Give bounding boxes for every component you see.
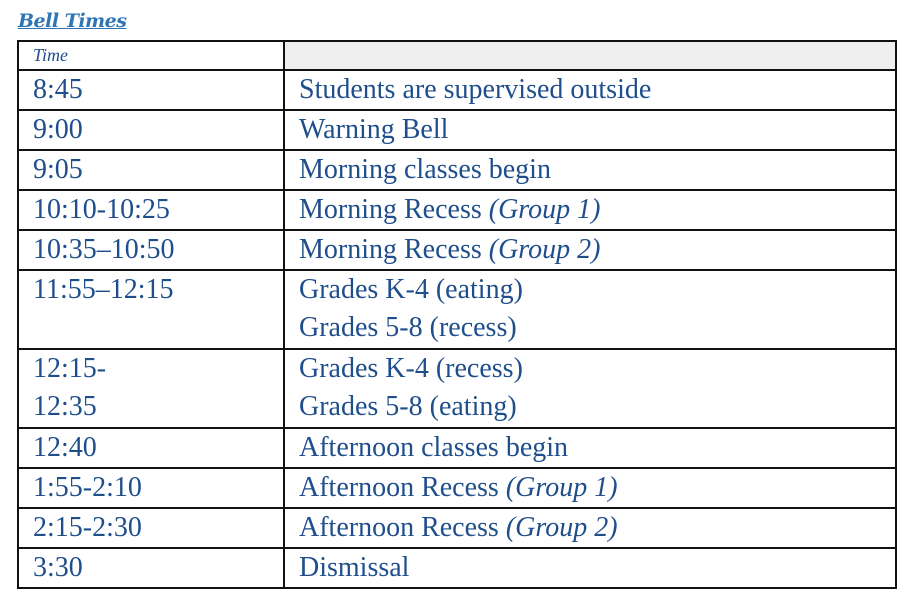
time-cell	[18, 190, 284, 230]
event-cell	[284, 468, 896, 508]
time-text: 9:00	[33, 114, 83, 145]
event-cell	[284, 230, 896, 270]
event-cell	[284, 349, 896, 428]
event-line	[299, 350, 881, 388]
event-text: Morning classes begin	[299, 154, 551, 185]
table-row	[18, 548, 896, 588]
event-text: Afternoon Recess	[299, 472, 506, 503]
event-cell	[284, 548, 896, 588]
event-text: Morning Recess	[299, 194, 489, 225]
table-row	[18, 110, 896, 150]
time-cell	[18, 110, 284, 150]
event-cell	[284, 508, 896, 548]
event-text: Students are supervised outside	[299, 74, 652, 105]
event-line	[299, 111, 881, 149]
event-line	[299, 71, 881, 109]
event-cell	[284, 270, 896, 349]
event-line	[299, 191, 881, 229]
table-row	[18, 468, 896, 508]
event-line	[299, 429, 881, 467]
time-cell	[18, 230, 284, 270]
time-cell	[18, 468, 284, 508]
time-text: 8:45	[33, 74, 83, 105]
time-cell	[18, 548, 284, 588]
event-text: Afternoon Recess	[299, 512, 506, 543]
event-line	[299, 271, 881, 309]
event-text: Afternoon classes begin	[299, 432, 569, 463]
event-cell	[284, 70, 896, 110]
table-header-row	[18, 41, 896, 70]
time-cell	[18, 349, 284, 428]
event-line	[299, 309, 881, 347]
event-line	[299, 509, 881, 547]
event-cell	[284, 190, 896, 230]
time-text: 12:15- 12:35	[33, 353, 107, 422]
event-line	[299, 388, 881, 426]
event-line	[299, 549, 881, 587]
time-text: 10:10-10:25	[33, 194, 170, 225]
event-line	[299, 469, 881, 507]
table-row	[18, 150, 896, 190]
table-row	[18, 190, 896, 230]
table-row	[18, 508, 896, 548]
event-cell	[284, 110, 896, 150]
time-text: 9:05	[33, 154, 83, 185]
event-line	[299, 151, 881, 189]
event-text: Grades 5-8 (eating)	[299, 391, 517, 422]
time-text: 2:15-2:30	[33, 512, 142, 543]
table-row	[18, 349, 896, 428]
time-cell	[18, 150, 284, 190]
event-cell	[284, 150, 896, 190]
time-column-header: Time	[18, 41, 284, 70]
event-text: Morning Recess	[299, 234, 489, 265]
event-text: Warning Bell	[299, 114, 449, 145]
time-cell	[18, 270, 284, 349]
time-text: 10:35–10:50	[33, 234, 175, 265]
time-text: 12:40	[33, 432, 97, 463]
time-text: 3:30	[33, 552, 83, 583]
event-text: Grades K-4 (eating)	[299, 274, 523, 305]
event-line	[299, 231, 881, 269]
time-text: 11:55–12:15	[33, 274, 174, 305]
event-text: Grades K-4 (recess)	[299, 353, 523, 384]
time-cell	[18, 70, 284, 110]
group-note: (Group 1)	[488, 194, 601, 225]
event-text: Dismissal	[299, 552, 410, 583]
table-row	[18, 70, 896, 110]
table-row	[18, 230, 896, 270]
group-note: (Group 2)	[505, 512, 618, 543]
page-title: Bell Times	[18, 10, 127, 32]
group-note: (Group 1)	[505, 472, 618, 503]
time-cell	[18, 428, 284, 468]
time-text: 1:55-2:10	[33, 472, 142, 503]
event-cell	[284, 428, 896, 468]
time-cell	[18, 508, 284, 548]
description-column-header	[284, 41, 896, 70]
table-row	[18, 428, 896, 468]
event-text: Grades 5-8 (recess)	[299, 312, 517, 343]
group-note: (Group 2)	[488, 234, 601, 265]
bell-times-table	[17, 40, 897, 589]
table-row	[18, 270, 896, 349]
